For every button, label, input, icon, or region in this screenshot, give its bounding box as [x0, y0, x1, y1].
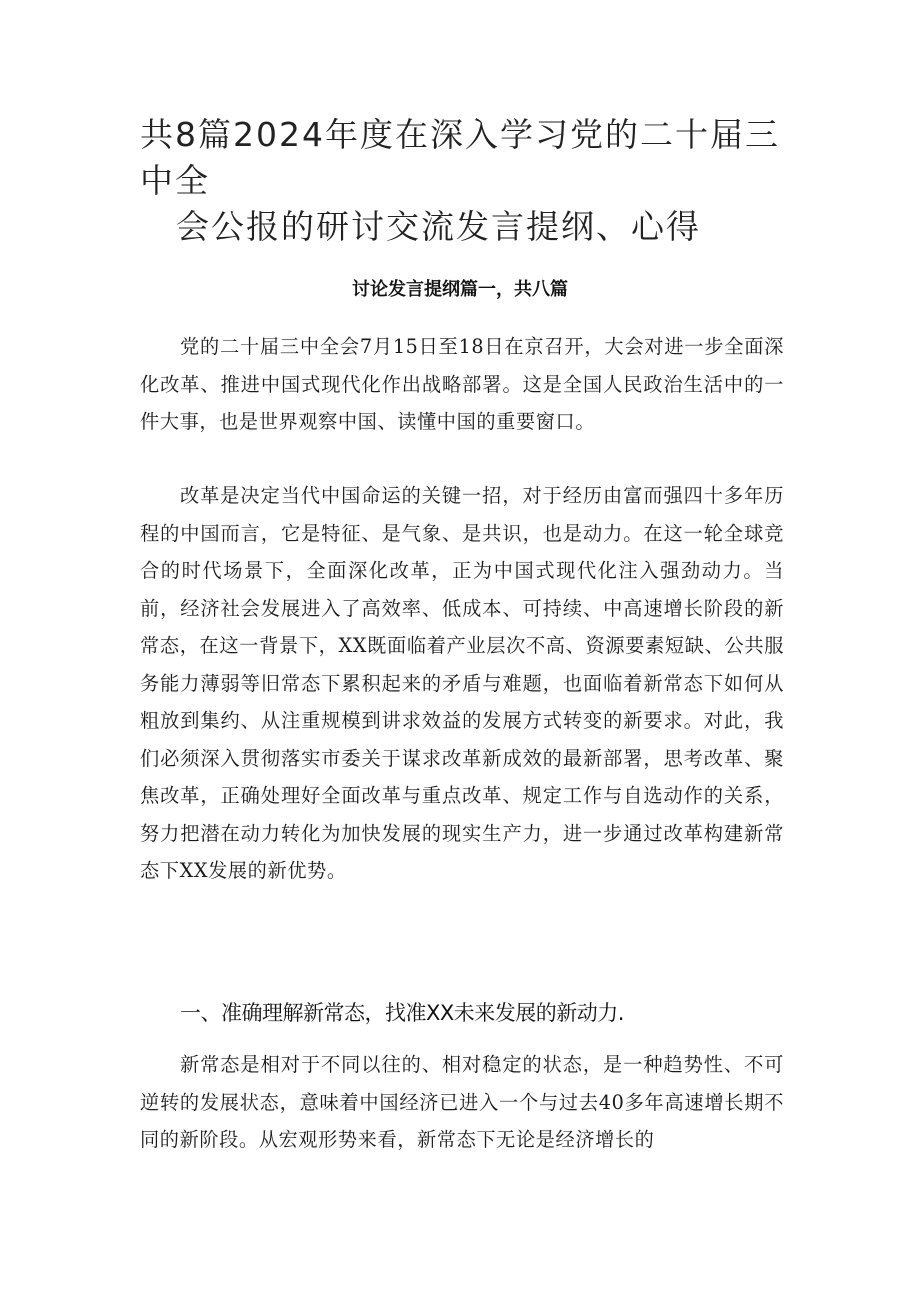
paragraph-2: 改革是决定当代中国命运的关键一招，对于经历由富而强四十多年历程的中国而言，它是特征、是气象、是共识，也是动力。在这一轮全球竞合的时代场景下，全面深化改革，正为中国式现代化注入强劲动力。当前，经济社会发展进入了高效率、低成本、可持续、中高速增长阶段的新常态，在这一背景下，XX既面临着产业层次不高、资源要素短缺、公共服务能力薄弱等旧常态下累积起来的矛盾与难题，也面临着新常态下如何从粗放到集约、从注重规模到讲求效益的发展方式转变的新要求。对此，我们必须深入贯彻落实市委关于谋求改革新成效的最新部署，思考改革、聚焦改革，正确处理好全面改革与重点改革、规定工作与自选动作的关系，努力把潜在动力转化为加快发展的现实生产力，进一步通过改革构建新常态下XX发展的新优势。 — [140, 484, 784, 882]
sub-heading: 一、准确理解新常态，找准XX未来发展的新动力. — [180, 1001, 624, 1025]
paragraph-3: 新常态是相对于不同以往的、相对稳定的状态，是一种趋势性、不可逆转的发展状态，意味着中国经济已进入一个与过去40多年高速增长期不同的新阶段。从宏观形势来看，新常态下无论是经济增长的 — [140, 1053, 784, 1151]
document-title — [140, 112, 800, 250]
title-line-1: 共8篇2024年度在深入学习党的二十届三中全 — [140, 115, 780, 200]
title-line-2: 会公报的研讨交流发言提纲、心得 — [176, 207, 701, 246]
paragraph-1: 党的二十届三中全会7月15日至18日在京召开，大会对进一步全面深化改革、推进中国式现代化作出战略部署。这是全国人民政治生活中的一件大事，也是世界观察中国、读懂中国的重要窗口。 — [140, 335, 784, 433]
section-heading: 讨论发言提纲篇一，共八篇 — [352, 279, 568, 300]
